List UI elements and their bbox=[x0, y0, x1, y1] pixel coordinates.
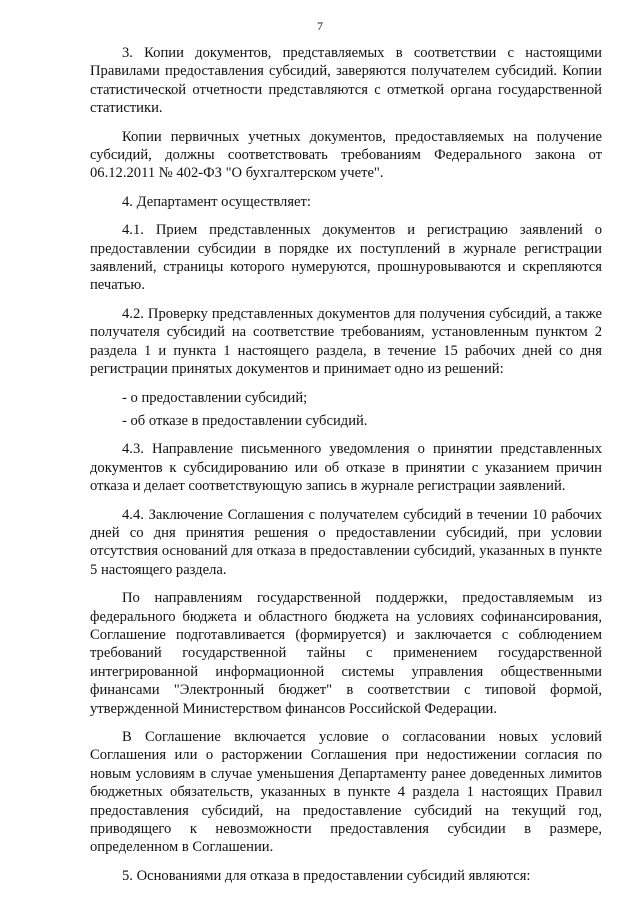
paragraph-4-1: 4.1. Прием представленных документов и регистрацию заявлений о предоставлении субсидии в порядке их поступлений в журнале регистрации заявлений, страницы которого нумеруются, прошнуровываются и скрепляются печатью. bbox=[90, 222, 602, 294]
paragraph-primary-docs: Копии первичных учетных документов, предоставляемых на получение субсидий, должны соответствовать требованиям Федерального закона от 06.12.2011 № 402-ФЗ "О бухгалтерском учете". bbox=[90, 128, 602, 182]
paragraph-4-3: 4.3. Направление письменного уведомления о принятии представленных документов к субсидированию или об отказе в принятии с указанием причин отказа и делает соответствующую запись в журнале регистрации заявлений. bbox=[90, 441, 602, 495]
page-number: 7 bbox=[317, 19, 323, 33]
paragraph-4-2: 4.2. Проверку представленных документов для получения субсидий, а также получателя субсидий на соответствие требованиям, установленным пунктом 2 раздела 1 и пункта 1 настоящего раздела, в течение 15 рабочих дней со дня регистрации принятых документов и принимает одно из решений: bbox=[90, 305, 602, 378]
paragraph-state-support: По направлениям государственной поддержки, предоставляемым из федерального бюджета и областного бюджета на условиях софинансирования, Соглашение подготавливается (формируется) и заключается с соблюдением требований государственной тайны с применением государственной интегрированной информационной системы управления общественными финансами "Электронный бюджет" в соответствии с типовой формой, утвержденной Министерством финансов Российской Федерации. bbox=[90, 590, 602, 717]
list-item-refuse: - об отказе в предоставлении субсидий. bbox=[122, 412, 368, 429]
paragraph-3: 3. Копии документов, представляемых в соответствии с настоящими Правилами предоставления субсидий, заверяются получателем субсидий. Копии статистической отчетности представляются с отметкой органа государственной статистики. bbox=[90, 45, 602, 117]
paragraph-4-4: 4.4. Заключение Соглашения с получателем субсидий в течении 10 рабочих дней со дня принятия решения о предоставлении субсидий, при условии отсутствия оснований для отказа в предоставлении субсидий, указанных в пункте 5 настоящего раздела. bbox=[90, 506, 602, 578]
list-item-grant: - о предоставлении субсидий; bbox=[122, 389, 308, 406]
paragraph-agreement-condition: В Соглашение включается условие о согласовании новых условий Соглашения или о расторжении Соглашения при недостижении согласия по новым условиям в случае уменьшения Департаменту ранее доведенных лимитов бюджетных обязательств, указанных в пункте 4 раздела 1 настоящих Правил предоставления субсидий, на предоставление субсидий на текущий год, приводящего к невозможности предоставления субсидии в размере, определенном в Соглашении. bbox=[90, 729, 602, 856]
paragraph-5: 5. Основаниями для отказа в предоставлении субсидий являются: bbox=[122, 867, 531, 884]
document-body bbox=[90, 44, 602, 895]
paragraph-4: 4. Департамент осуществляет: bbox=[122, 193, 311, 210]
